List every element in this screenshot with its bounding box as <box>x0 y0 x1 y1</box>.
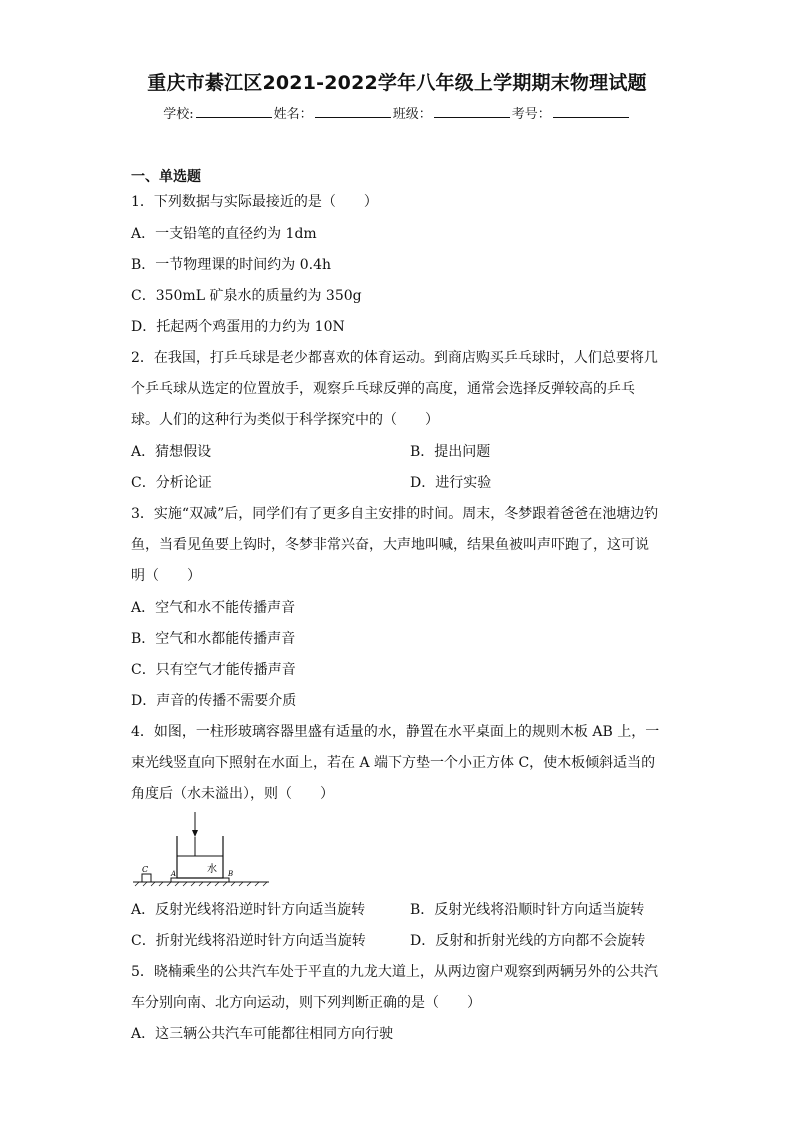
student-info-line <box>0 103 794 122</box>
question-1-option-a: A．一支铅笔的直径约为 1dm <box>131 226 317 242</box>
question-3-stem-line: 3．实施“双减”后，同学们有了更多自主安排的时间。周末，冬梦跟着爸爸在池塘边钓 <box>131 506 659 522</box>
name-label: 姓名： <box>273 107 313 122</box>
water-label: 水 <box>207 864 217 875</box>
number-blank[interactable] <box>553 105 629 118</box>
question-4-stem-line: 角度后（水未溢出），则（ ） <box>131 786 334 802</box>
question-4-option-a: A．反射光线将沿逆时针方向适当旋转 <box>131 902 366 918</box>
question-4-option-c: C．折射光线将沿逆时针方向适当旋转 <box>131 933 366 949</box>
class-label: 班级： <box>392 107 432 122</box>
question-4-option-d: D．反射和折射光线的方向都不会旋转 <box>410 933 646 949</box>
question-3-stem-line: 鱼，当看见鱼要上钩时，冬梦非常兴奋，大声地叫喊，结果鱼被叫声吓跑了，这可说 <box>131 537 649 553</box>
question-2-option-d: D．进行实验 <box>410 475 492 491</box>
class-blank[interactable] <box>434 105 510 118</box>
exam-title: 重庆市綦江区2021-2022学年八年级上学期期末物理试题 <box>147 72 647 94</box>
question-2-option-c: C．分析论证 <box>131 475 212 491</box>
section-heading: 一、单选题 <box>131 169 201 185</box>
question-2-stem-line: 球。人们的这种行为类似于科学探究中的（ ） <box>131 412 439 428</box>
question-2-stem-line: 个乒乓球从选定的位置放手，观察乒乓球反弹的高度，通常会选择反弹较高的乒乓 <box>131 381 635 397</box>
school-blank[interactable] <box>196 105 272 118</box>
question-1-option-d: D．托起两个鸡蛋用的力约为 10N <box>131 319 345 335</box>
question-4-option-b: B．反射光线将沿顺时针方向适当旋转 <box>410 902 645 918</box>
question-3-option-b: B．空气和水都能传播声音 <box>131 631 296 647</box>
question-4-stem-line: 4．如图，一柱形玻璃容器里盛有适量的水，静置在水平桌面上的规则木板 AB 上，一 <box>131 724 660 740</box>
arrow-down-icon <box>192 830 198 837</box>
label-c: C <box>142 865 149 874</box>
question-2-option-b: B．提出问题 <box>410 444 491 460</box>
cube-c <box>142 874 151 882</box>
question-4-stem-line: 束光线竖直向下照射在水面上，若在 A 端下方垫一个小正方体 C，使木板倾斜适当的 <box>131 755 656 771</box>
label-a: A <box>171 870 177 878</box>
question-3-stem-line: 明（ ） <box>131 568 201 584</box>
number-label: 考号： <box>511 107 551 122</box>
question-3-option-c: C．只有空气才能传播声音 <box>131 662 296 678</box>
name-blank[interactable] <box>315 105 391 118</box>
question-1-option-c: C．350mL 矿泉水的质量约为 350g <box>131 288 362 304</box>
question-3-option-d: D．声音的传播不需要介质 <box>131 693 297 709</box>
question-1-option-b: B．一节物理课的时间约为 0.4h <box>131 257 332 273</box>
label-b: B <box>228 870 234 878</box>
question-2-stem-line: 2．在我国，打乒乓球是老少都喜欢的体育运动。到商店购买乒乓球时，人们总要将几 <box>131 350 658 366</box>
question-5-stem-line: 5．晓楠乘坐的公共汽车处于平直的九龙大道上，从两边窗户观察到两辆另外的公共汽 <box>131 964 658 980</box>
question-2-option-a: A．猜想假设 <box>131 444 212 460</box>
question-5-stem-line: 车分别向南、北方向运动，则下列判断正确的是（ ） <box>131 995 481 1011</box>
ground-hatching <box>135 882 267 886</box>
question-5-option-a: A．这三辆公共汽车可能都往相同方向行驶 <box>131 1026 394 1042</box>
question-1-stem: 1．下列数据与实际最接近的是（ ） <box>131 194 378 210</box>
school-label: 学校: <box>163 107 194 122</box>
container-on-board-figure <box>131 810 271 888</box>
question-3-option-a: A．空气和水不能传播声音 <box>131 600 296 616</box>
